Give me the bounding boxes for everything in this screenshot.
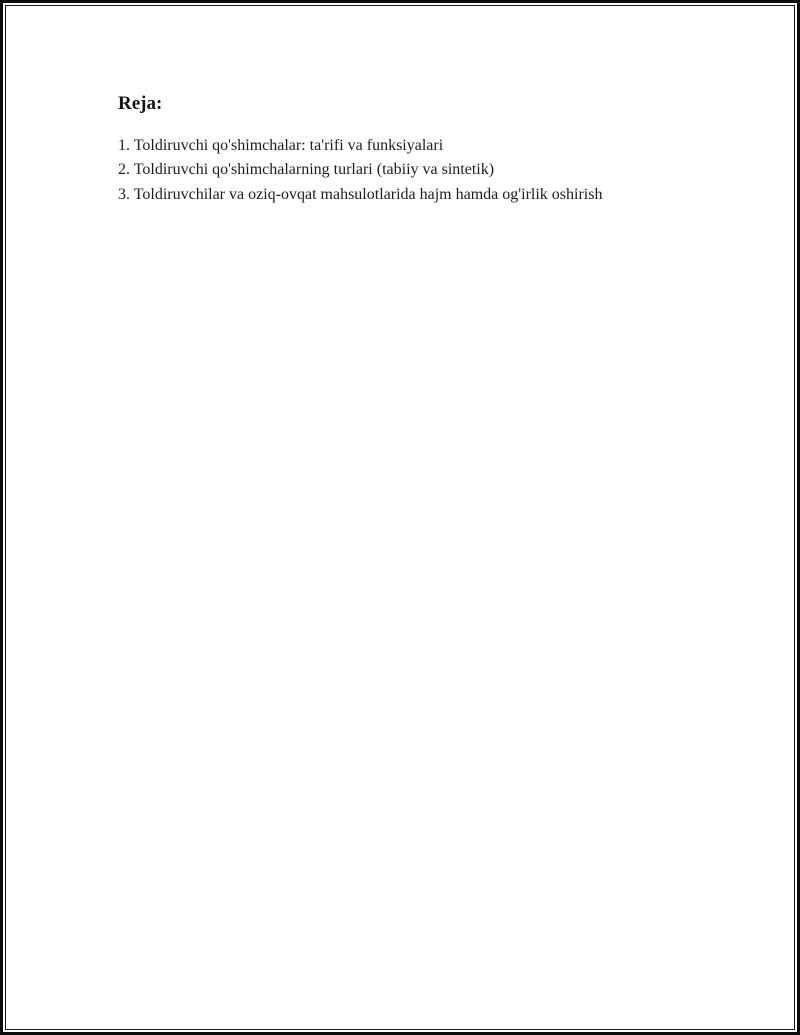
page-content bbox=[0, 0, 800, 207]
list-item: 2. Toldiruvchi qo'shimchalarning turlari (tabiiy va sintetik) bbox=[118, 161, 495, 179]
list-item: 3. Toldiruvchilar va oziq-ovqat mahsulotlarida hajm hamda og'irlik oshirish bbox=[118, 185, 603, 203]
plan-list bbox=[118, 134, 710, 208]
list-item: 1. Toldiruvchi qo'shimchalar: ta'rifi va funksiyalari bbox=[118, 136, 444, 154]
plan-heading: Reja: bbox=[118, 93, 163, 114]
